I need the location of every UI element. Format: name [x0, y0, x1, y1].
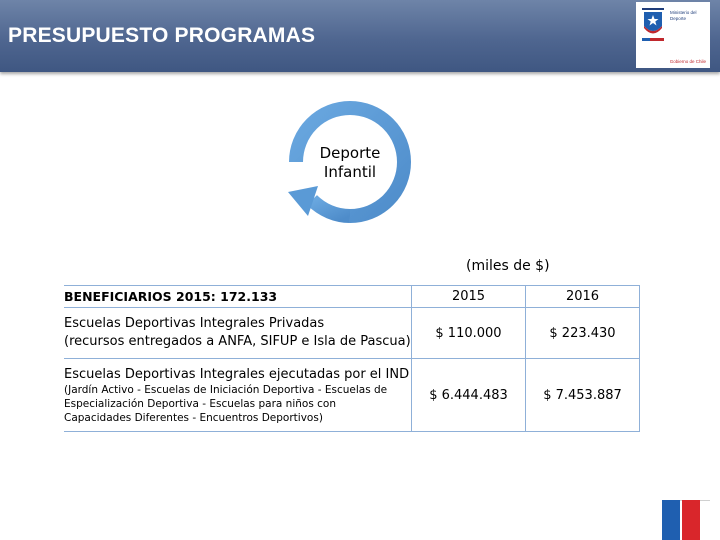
budget-table [64, 285, 640, 432]
cycle-label [300, 144, 400, 182]
program-title: Escuelas Deportivas Integrales ejecutadas por el IND [64, 366, 410, 382]
value-2015: $ 6.444.483 [412, 359, 526, 432]
ministry-logo [636, 2, 710, 68]
program-title-line2: (recursos entregados a ANFA, SIFUP e Isla de Pascua) [64, 334, 411, 349]
units-label: (miles de $) [466, 258, 550, 274]
flag-decoration [662, 500, 710, 540]
table-row [64, 359, 640, 432]
beneficiaries-header: BENEFICIARIOS 2015: 172.133 [64, 286, 412, 308]
program-title-line1: Escuelas Deportivas Integrales Privadas [64, 316, 325, 331]
program-name [64, 308, 412, 359]
program-name [64, 359, 412, 432]
chile-coat-of-arms-icon [638, 6, 668, 44]
program-detail-line1: (Jardín Activo - Escuelas de Iniciación Deportiva - Escuelas de [64, 383, 388, 396]
column-header-2015: 2015 [412, 286, 526, 308]
ministry-name: Ministerio del Deporte [670, 10, 697, 21]
cycle-label-line2: Infantil [323, 163, 377, 181]
value-2015: $ 110.000 [412, 308, 526, 359]
value-2016: $ 223.430 [526, 308, 640, 359]
table-row [64, 308, 640, 359]
value-2016: $ 7.453.887 [526, 359, 640, 432]
government-label: Gobierno de Chile [669, 59, 706, 64]
flag-blue-stripe [662, 500, 680, 540]
flag-red-stripe [682, 500, 700, 540]
page-title: PRESUPUESTO PROGRAMAS [8, 24, 316, 47]
header-bar [0, 0, 720, 72]
program-detail-line3: Capacidades Diferentes - Encuentros Deportivos) [64, 411, 323, 424]
table-header-row [64, 286, 640, 308]
cycle-label-line1: Deporte [319, 144, 381, 162]
column-header-2016: 2016 [526, 286, 640, 308]
program-detail-line2: Especialización Deportiva - Escuelas para niños con [64, 397, 336, 410]
